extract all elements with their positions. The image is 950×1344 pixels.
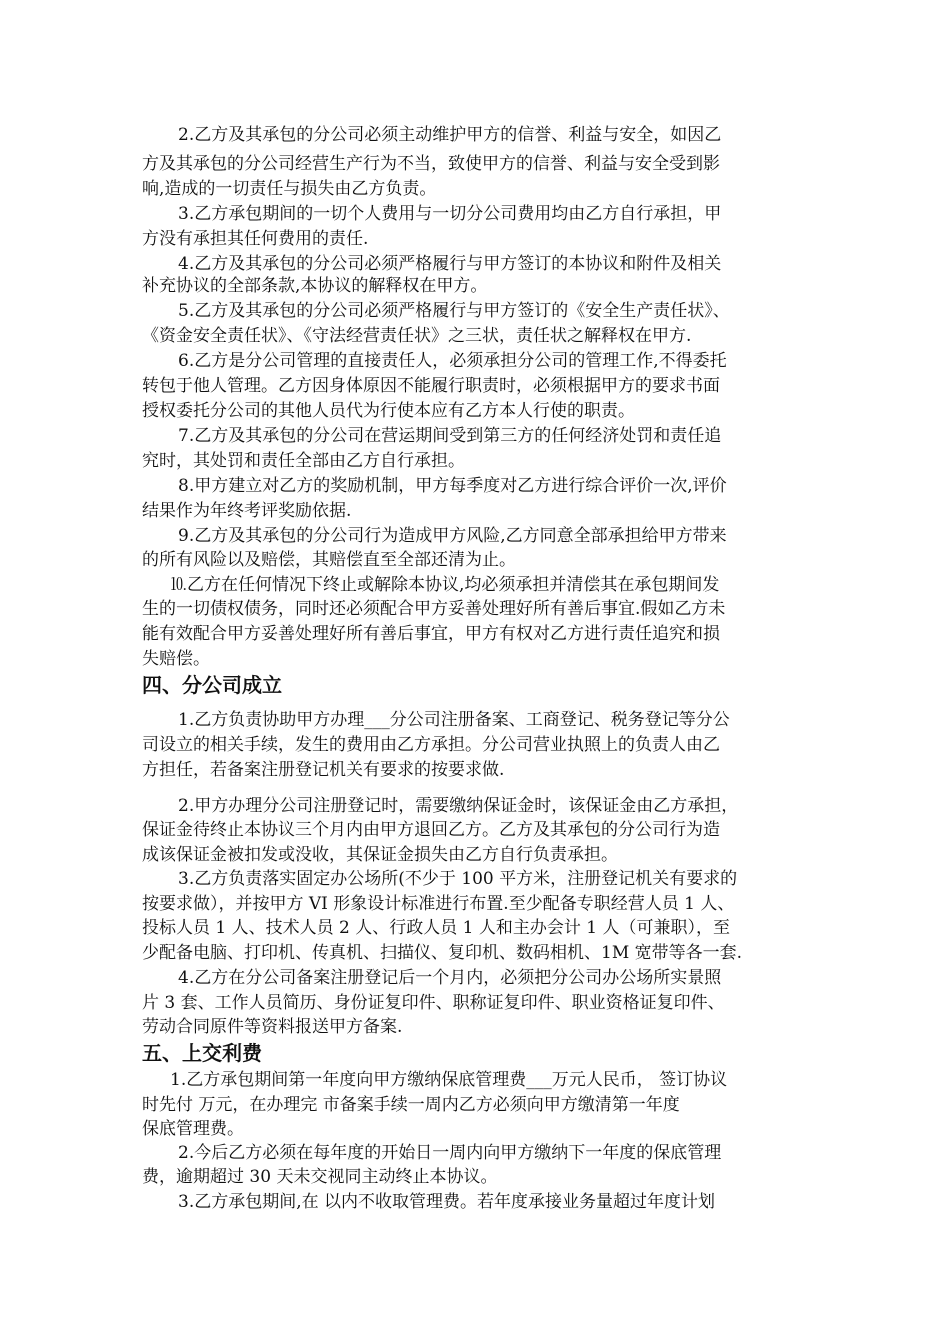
section-5-3-line-1: 3.乙方承包期间,在 以内不收取管理费。若年度承接业务量超过年度计划 bbox=[178, 1192, 716, 1212]
section-4-4-line-2: 片 3 套、工作人员简历、身份证复印件、职称证复印件、职业资格证复印件、 bbox=[142, 993, 725, 1013]
section-4-1-line-3: 方担任，若备案注册登记机关有要求的按要求做. bbox=[142, 760, 505, 780]
section-5-1-line-2: 时先付 万元，在办理完 市备案手续一周内乙方必须向甲方缴清第一年度 bbox=[142, 1095, 680, 1115]
clause-3-10-line-4: 失赔偿。 bbox=[142, 649, 210, 669]
clause-3-4-line-2: 补充协议的全部条款,本协议的解释权在甲方。 bbox=[142, 276, 488, 296]
clause-3-10-line-1: ⒑乙方在任何情况下终止或解除本协议,均必须承担并清偿其在承包期间发 bbox=[170, 575, 720, 595]
section-4-3-line-4: 少配备电脑、打印机、传真机、扫描仪、复印机、数码相机、1M 宽带等各一套. bbox=[142, 943, 743, 963]
section-4-2-line-1: 2.甲方办理分公司注册登记时，需要缴纳保证金时，该保证金由乙方承担， bbox=[178, 796, 739, 816]
clause-3-9-line-1: 9.乙方及其承包的分公司行为造成甲方风险,乙方同意全部承担给甲方带来 bbox=[178, 526, 727, 546]
clause-3-3-line-1: 3.乙方承包期间的一切个人费用与一切分公司费用均由乙方自行承担，甲 bbox=[178, 204, 722, 224]
clause-3-6-line-2: 转包于他人管理。乙方因身体原因不能履行职责时，必须根据甲方的要求书面 bbox=[142, 376, 720, 396]
clause-3-2-line-1: 2.乙方及其承包的分公司必须主动维护甲方的信誉、利益与安全，如因乙 bbox=[178, 125, 722, 145]
section-4-3-line-3: 投标人员 1 人、技术人员 2 人、行政人员 1 人和主办会计 1 人（可兼职），至 bbox=[142, 918, 730, 938]
clause-3-4-line-1: 4.乙方及其承包的分公司必须严格履行与甲方签订的本协议和附件及相关 bbox=[178, 254, 722, 274]
clause-3-5-line-2: 《资金安全责任状》、《守法经营责任状》之三状，责任状之解释权在甲方. bbox=[142, 326, 692, 346]
clause-3-8-line-1: 8.甲方建立对乙方的奖励机制，甲方每季度对乙方进行综合评价一次,评价 bbox=[178, 476, 727, 496]
clause-3-9-line-2: 的所有风险以及赔偿，其赔偿直至全部还清为止。 bbox=[142, 550, 516, 570]
section-4-4-line-1: 4.乙方在分公司备案注册登记后一个月内，必须把分公司办公场所实景照 bbox=[178, 968, 722, 988]
section-4-3-line-1: 3.乙方负责落实固定办公场所(不少于 100 平方米，注册登记机关有要求的 bbox=[178, 869, 738, 889]
section-4-3-line-2: 按要求做），并按甲方 VI 形象设计标准进行布置.至少配备专职经营人员 1 人、 bbox=[142, 894, 735, 914]
clause-3-7-line-2: 究时，其处罚和责任全部由乙方自行承担。 bbox=[142, 451, 465, 471]
section-5-heading: 五、上交利费 bbox=[142, 1041, 262, 1065]
section-4-4-line-3: 劳动合同原件等资料报送甲方备案. bbox=[142, 1017, 403, 1037]
clause-3-2-line-2: 方及其承包的分公司经营生产行为不当，致使甲方的信誉、利益与安全受到影 bbox=[142, 154, 720, 174]
section-4-2-line-2: 保证金待终止本协议三个月内由甲方退回乙方。乙方及其承包的分公司行为造 bbox=[142, 820, 720, 840]
section-4-2-line-3: 成该保证金被扣发或没收，其保证金损失由乙方自行负责承担。 bbox=[142, 845, 618, 865]
clause-3-6-line-3: 授权委托分公司的其他人员代为行使本应有乙方本人行使的职责。 bbox=[142, 401, 635, 421]
section-4-heading: 四、分公司成立 bbox=[142, 673, 282, 697]
clause-3-3-line-2: 方没有承担其任何费用的责任. bbox=[142, 229, 369, 249]
section-4-1-line-1: 1.乙方负责协助甲方办理___分公司注册备案、工商登记、税务登记等分公 bbox=[178, 710, 730, 730]
section-5-2-line-1: 2.今后乙方必须在每年度的开始日一周内向甲方缴纳下一年度的保底管理 bbox=[178, 1143, 722, 1163]
clause-3-6-line-1: 6.乙方是分公司管理的直接责任人，必须承担分公司的管理工作,不得委托 bbox=[178, 351, 727, 371]
section-5-2-line-2: 费，逾期超过 30 天未交视同主动终止本协议。 bbox=[142, 1167, 498, 1187]
clause-3-7-line-1: 7.乙方及其承包的分公司在营运期间受到第三方的任何经济处罚和责任追 bbox=[178, 426, 722, 446]
section-5-1-line-1: 1.乙方承包期间第一年度向甲方缴纳保底管理费___万元人民币， 签订协议 bbox=[170, 1070, 728, 1090]
clause-3-2-line-3: 响,造成的一切责任与损失由乙方负责。 bbox=[142, 179, 437, 199]
clause-3-10-line-3: 能有效配合甲方妥善处理好所有善后事宜，甲方有权对乙方进行责任追究和损 bbox=[142, 624, 720, 644]
clause-3-10-line-2: 生的一切债权债务，同时还必须配合甲方妥善处理好所有善后事宜.假如乙方未 bbox=[142, 599, 726, 619]
section-5-1-line-3: 保底管理费。 bbox=[142, 1119, 244, 1139]
section-4-1-line-2: 司设立的相关手续，发生的费用由乙方承担。分公司营业执照上的负责人由乙 bbox=[142, 735, 720, 755]
clause-3-5-line-1: 5.乙方及其承包的分公司必须严格履行与甲方签订的《安全生产责任状》、 bbox=[178, 301, 730, 321]
clause-3-8-line-2: 结果作为年终考评奖励依据. bbox=[142, 501, 352, 521]
